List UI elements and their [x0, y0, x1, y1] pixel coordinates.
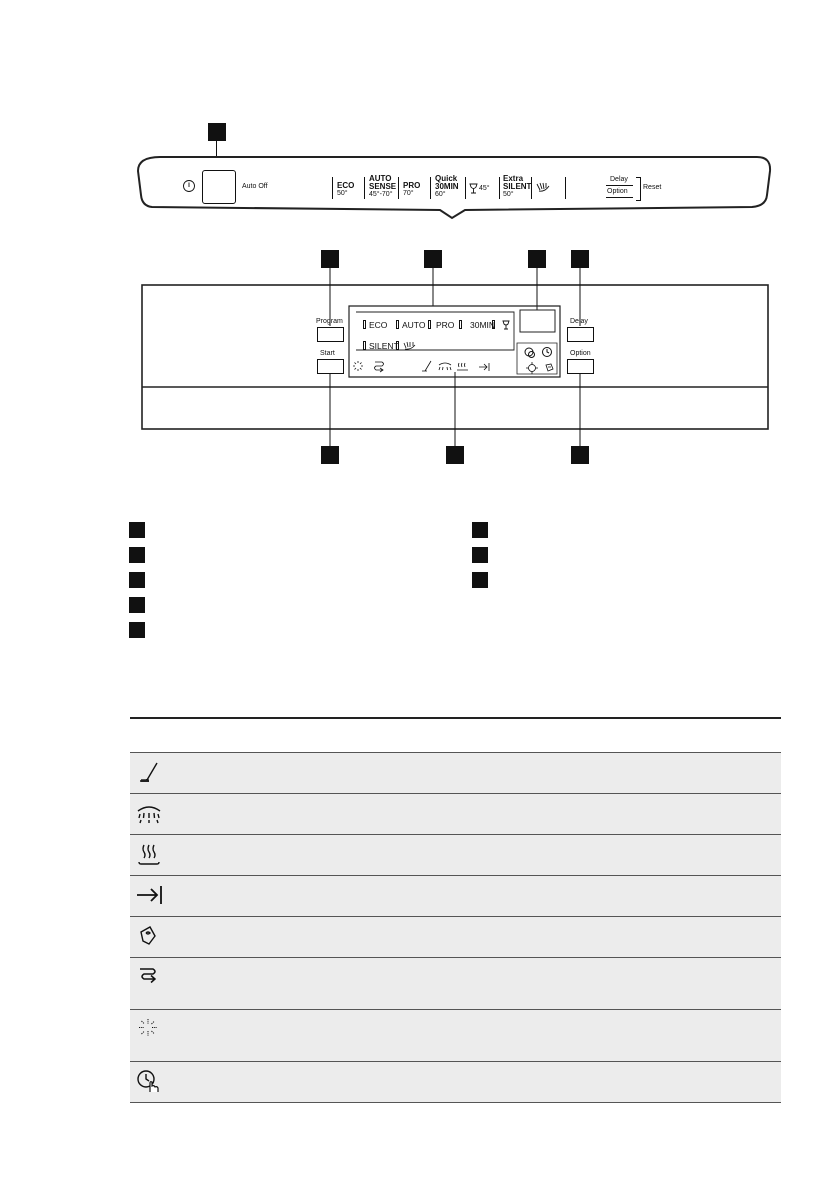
reset-label: Reset — [643, 184, 662, 191]
program-eco: ECO 50° — [337, 181, 355, 197]
table-header-row — [130, 718, 781, 753]
program-pro: PRO 70° — [403, 181, 421, 197]
option-button[interactable] — [567, 359, 594, 374]
front-panel — [0, 0, 840, 470]
water-supply-icon — [135, 964, 161, 990]
option-button-label: Option — [570, 350, 591, 357]
indicator-bar — [363, 341, 366, 350]
display-pro: PRO — [436, 320, 455, 330]
table-row — [130, 917, 781, 958]
legend-marker-6 — [472, 522, 488, 538]
indicator-bar — [459, 320, 462, 329]
spray-arms-icon — [135, 800, 163, 826]
legend-marker-8 — [472, 572, 488, 588]
indicator-bar — [396, 341, 399, 350]
sparkle-icon — [135, 1016, 161, 1042]
table-row — [130, 794, 781, 835]
display-status-icons — [522, 344, 556, 360]
indicator-bar — [492, 320, 495, 329]
legend-marker-4 — [129, 597, 145, 613]
legend-marker-3 — [129, 572, 145, 588]
legend-marker-5 — [129, 622, 145, 638]
indicator-bar — [396, 320, 399, 329]
program-button-label: Program — [316, 318, 343, 325]
delay-button-label: Delay — [570, 318, 588, 325]
auto-off-label: Auto Off — [242, 183, 268, 190]
delay-button[interactable] — [567, 327, 594, 342]
table-row — [130, 876, 781, 917]
program-extra-silent: Extra SILENT 50° — [503, 174, 532, 198]
delay-label-top: Delay — [610, 176, 628, 183]
indicator-bar — [363, 320, 366, 329]
legend-marker-7 — [472, 547, 488, 563]
program-button[interactable] — [317, 327, 344, 342]
drying-heat-icon — [135, 841, 163, 867]
display-30min: 30MIN — [470, 320, 496, 330]
display-eco: ECO — [369, 320, 388, 330]
symbol-table — [130, 717, 781, 1103]
end-arrow-icon — [135, 882, 165, 908]
delay-clock-icon — [135, 1068, 163, 1094]
table-row — [130, 1062, 781, 1103]
table-row — [130, 1010, 781, 1062]
table-row — [130, 835, 781, 876]
start-button[interactable] — [317, 359, 344, 374]
program-quick-30min: Quick 30MIN 60° — [435, 174, 459, 198]
table-row — [130, 958, 781, 1010]
start-button-label: Start — [320, 350, 335, 357]
display-auto: AUTO — [402, 320, 426, 330]
display-glass-icon — [502, 320, 510, 330]
option-label-top: Option — [607, 188, 628, 195]
program-auto-sense: AUTO SENSE 45°-70° — [369, 174, 397, 198]
display-silent: SILENT — [369, 341, 399, 351]
legend-marker-1 — [129, 522, 145, 538]
salt-dispenser-icon — [135, 923, 161, 949]
rinse-aid-brush-icon — [135, 759, 161, 785]
display-spray-dry-icon — [402, 340, 417, 351]
legend-marker-2 — [129, 547, 145, 563]
table-row — [130, 753, 781, 794]
glass-temp: 45° — [479, 185, 490, 192]
indicator-bar — [428, 320, 431, 329]
